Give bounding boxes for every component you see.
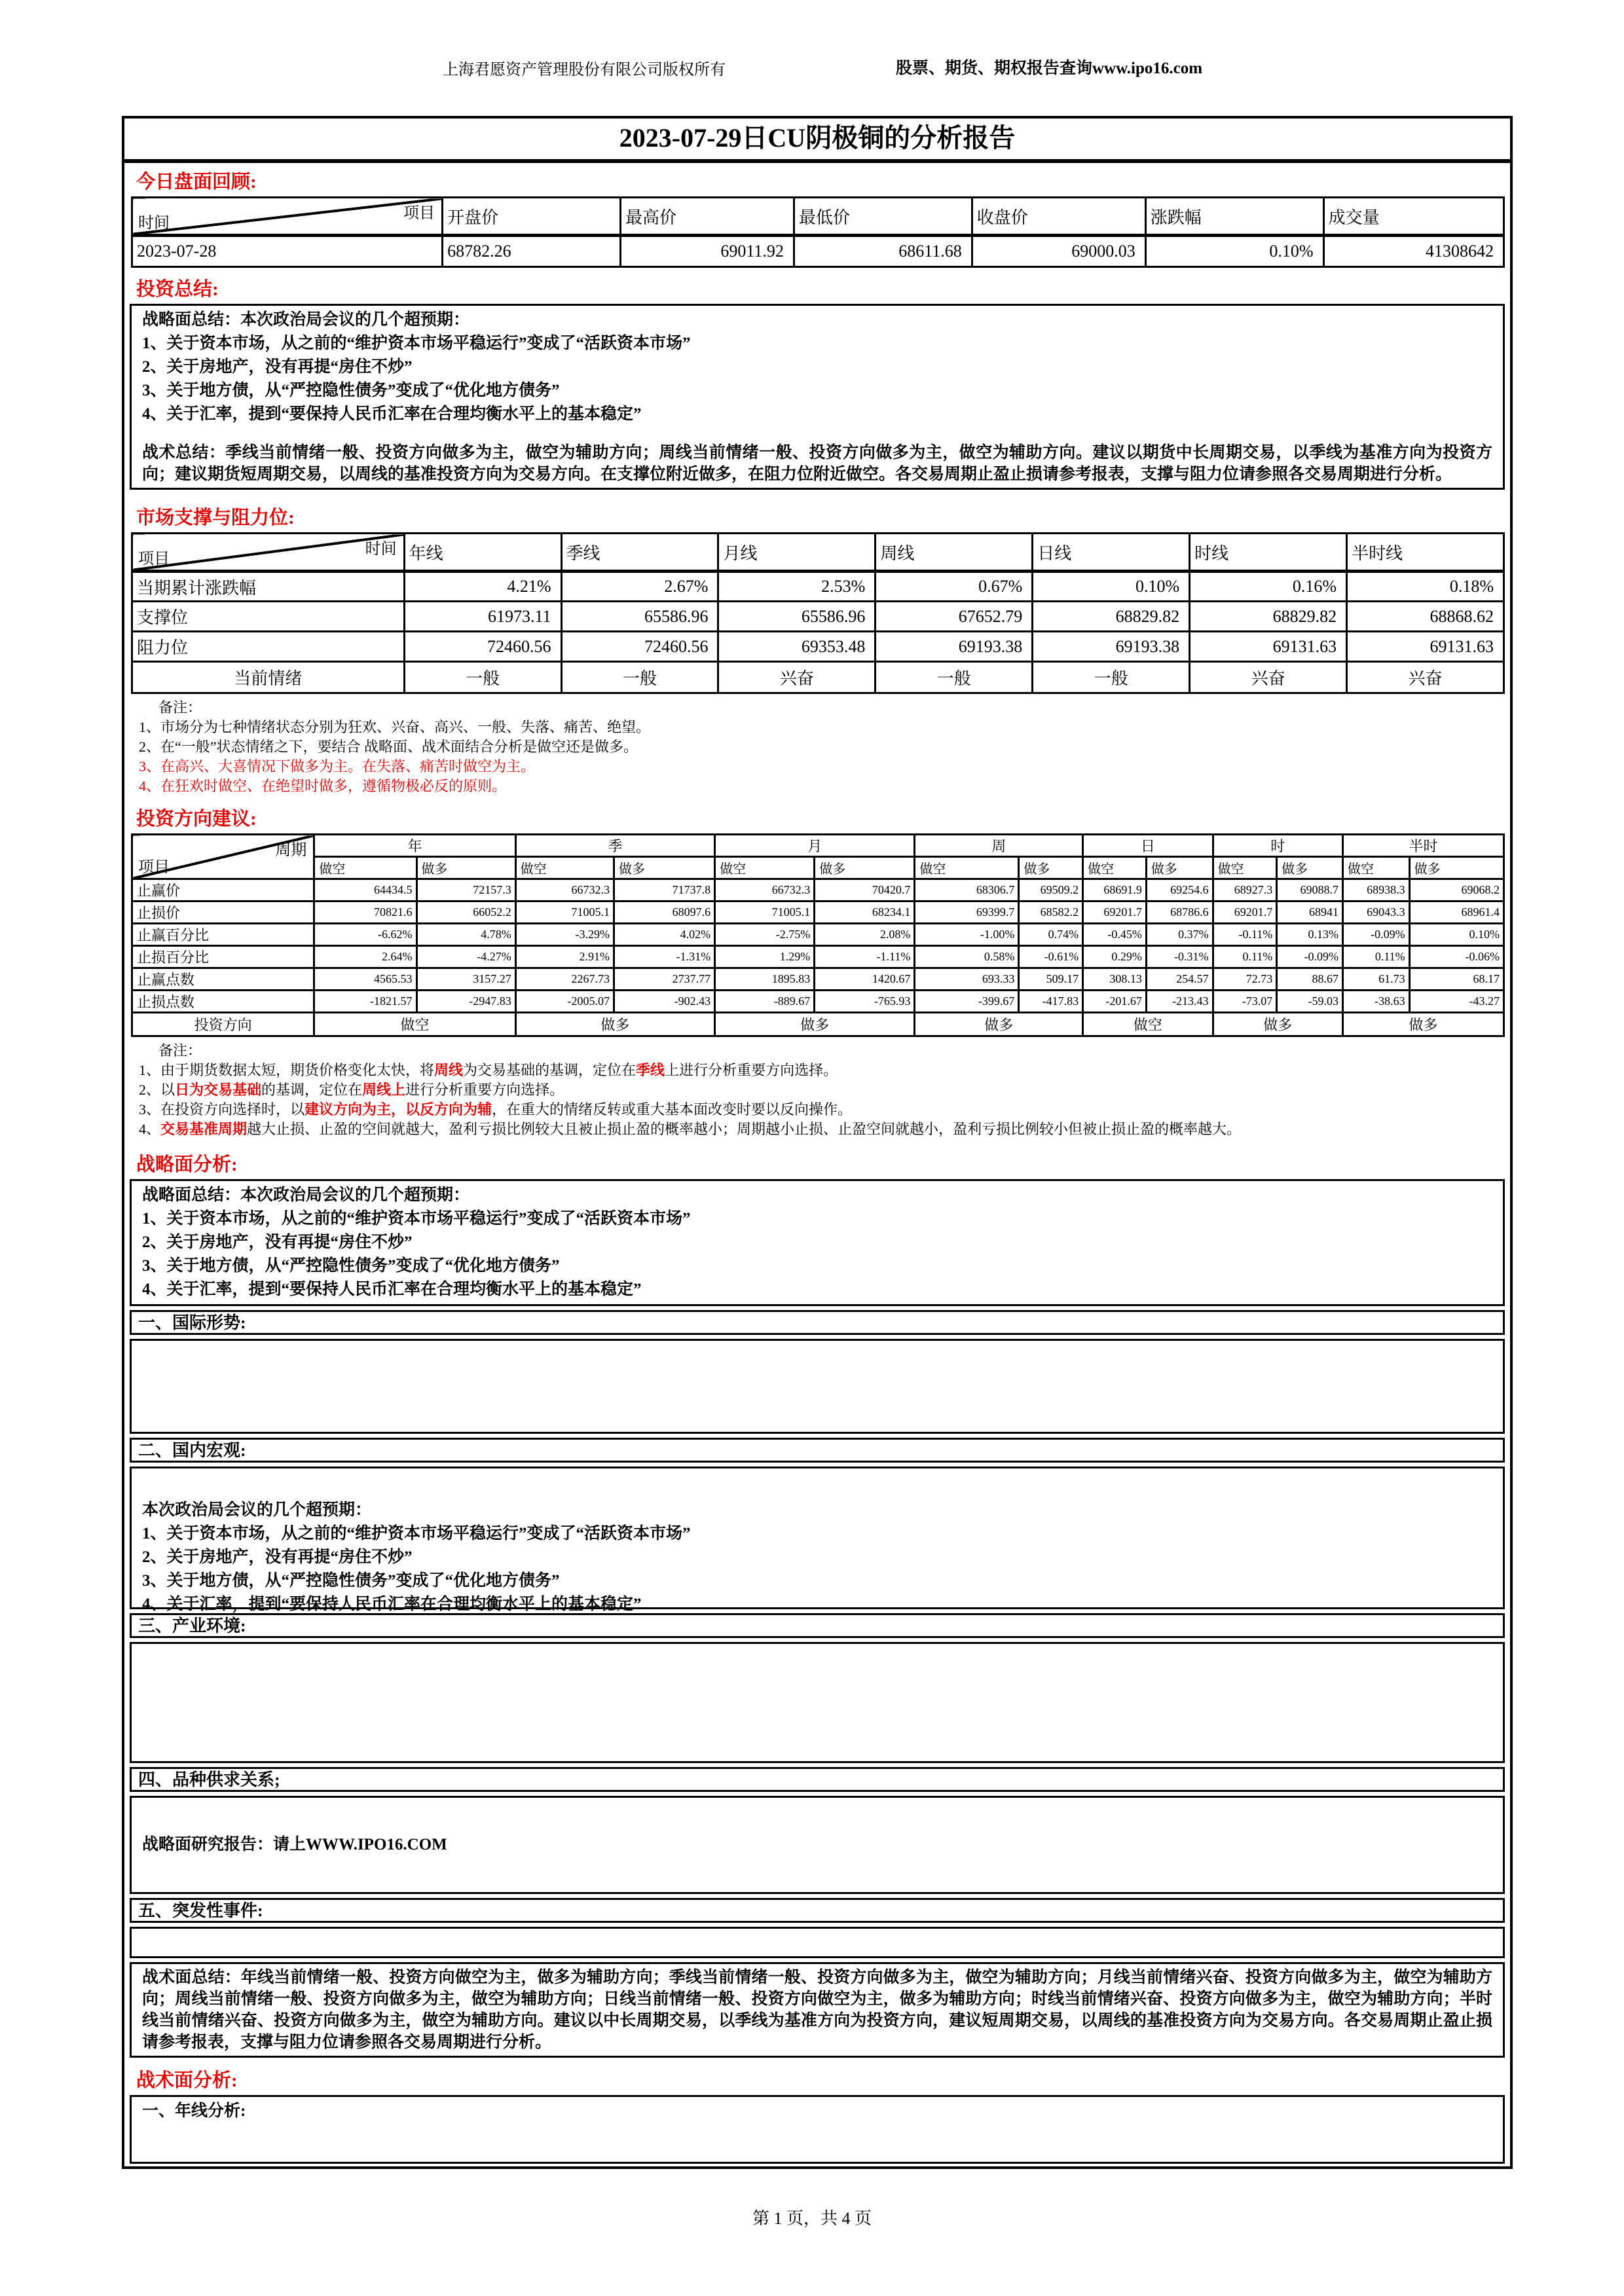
value-cell: -1.31%: [614, 946, 714, 968]
short-header: 做空: [1342, 857, 1409, 879]
row-label: 止赢价: [132, 879, 314, 902]
value-cell: 0.13%: [1277, 924, 1343, 946]
value-cell: 0.37%: [1146, 924, 1213, 946]
value-cell: 69011.92: [620, 236, 794, 267]
section-heading-levels: 市场支撑与阻力位:: [136, 507, 295, 528]
sentiment-cell: 兴奋: [1190, 662, 1347, 693]
strategy-summary-line: 战略面总结：本次政治局会议的几个超预期：: [142, 311, 470, 329]
period-group-header: 周: [915, 835, 1083, 857]
row-label: 止赢百分比: [132, 924, 314, 946]
section-heading-review: 今日盘面回顾:: [136, 172, 257, 192]
value-cell: 0.10%: [1409, 924, 1504, 946]
col-header: 收盘价: [972, 198, 1145, 236]
section-heading-strategy: 战略面分析:: [136, 1154, 238, 1175]
short-header: 做空: [1213, 857, 1277, 879]
value-cell: -0.09%: [1277, 946, 1343, 968]
section-heading-tactics: 战术面分析:: [136, 2070, 238, 2091]
table-row: [132, 632, 1504, 662]
value-cell: -2.75%: [715, 924, 815, 946]
value-cell: 72.73: [1213, 968, 1277, 991]
diagonal-header-cell: [132, 835, 314, 879]
note-highlight: 周线: [434, 1062, 464, 1078]
value-cell: 65586.96: [718, 602, 876, 632]
tactic-summary-line: 战术总结：季线当前情绪一般、投资方向做多为主，做空为辅助方向；周线当前情绪一般、投资方向做多为主，做空为辅助方向。建议以期货中长周期交易，以季线为基准方向为投资方向；建议期货短周期交易，以周线的基准投资方向为交易方向。在支撑位附近做多，在阻力位附近做空。各交易周期止盈止损请参考报表，支撑与阻力位请参照各交易周期进行分析。: [142, 444, 1492, 483]
long-header: 做多: [1146, 857, 1213, 879]
direction-cell: 做多: [915, 1013, 1083, 1036]
value-cell: -3.29%: [515, 924, 614, 946]
value-cell: 0.16%: [1190, 572, 1347, 602]
value-cell: 68611.68: [794, 236, 972, 267]
value-cell: 72460.56: [404, 632, 561, 662]
value-cell: 0.29%: [1083, 946, 1147, 968]
copyright-text: 上海君愿资产管理股份有限公司版权所有: [443, 62, 726, 79]
value-cell: 70420.7: [815, 879, 915, 902]
sentiment-cell: 一般: [404, 662, 561, 693]
value-cell: 69193.38: [1033, 632, 1190, 662]
value-cell: -902.43: [614, 991, 714, 1013]
expectation-line: 1、关于资本市场，从之前的“维护资本市场平稳运行”变成了“活跃资本市场”: [142, 335, 691, 352]
value-cell: -59.03: [1277, 991, 1343, 1013]
diag-top-label: 项目: [403, 205, 435, 222]
value-cell: 2267.73: [515, 968, 614, 991]
value-cell: 69509.2: [1019, 879, 1083, 902]
note-line: [139, 1061, 1505, 1080]
direction-cell: 做多: [515, 1013, 714, 1036]
subsection-international: 一、国际形势:: [130, 1310, 1505, 1335]
col-header: 日线: [1033, 534, 1190, 572]
international-content-box: [130, 1339, 1505, 1434]
short-header: 做空: [715, 857, 815, 879]
direction-cell: 做多: [715, 1013, 915, 1036]
expectation-line: 2、关于房地产，没有再提“房住不炒”: [142, 358, 413, 376]
date-cell: 2023-07-28: [132, 236, 443, 267]
table-row: [132, 924, 1504, 946]
value-cell: 0.58%: [915, 946, 1019, 968]
value-cell: 68691.9: [1083, 879, 1147, 902]
value-cell: 0.18%: [1347, 572, 1504, 602]
note-line: 4、在狂欢时做空、在绝望时做多，遵循物极必反的原则。: [139, 778, 507, 794]
note-highlight: 季线: [636, 1062, 665, 1078]
value-cell: 69353.48: [718, 632, 876, 662]
value-cell: 68927.3: [1213, 879, 1277, 902]
row-label: 止损百分比: [132, 946, 314, 968]
note-highlight: 交易基准周期: [160, 1121, 248, 1137]
note-text: 为交易基础的基调，定位在: [463, 1062, 637, 1078]
value-cell: 69193.38: [876, 632, 1033, 662]
direction-row: [132, 1013, 1504, 1036]
strategy-summary-box: [130, 1179, 1505, 1306]
diag-top-label: 时间: [365, 541, 397, 558]
value-cell: 88.67: [1277, 968, 1343, 991]
subsection-domestic: 二、国内宏观:: [130, 1438, 1505, 1463]
value-cell: 68938.3: [1342, 879, 1409, 902]
period-group-header: 月: [715, 835, 915, 857]
note-title: 备注：: [158, 699, 202, 716]
value-cell: -417.83: [1019, 991, 1083, 1013]
page-number: 第 1 页，共 4 页: [752, 2209, 872, 2228]
value-cell: -1.11%: [815, 946, 915, 968]
col-header: 周线: [876, 534, 1033, 572]
value-cell: -2947.83: [416, 991, 515, 1013]
col-header: 最高价: [620, 198, 794, 236]
col-header: 月线: [718, 534, 876, 572]
value-cell: 72460.56: [561, 632, 718, 662]
strategy-summary-line: 战略面总结：本次政治局会议的几个超预期：: [142, 1186, 470, 1204]
yearline-analysis-label: 一、年线分析:: [142, 2102, 246, 2120]
col-header: 涨跌幅: [1145, 198, 1323, 236]
expectation-line: 1、关于资本市场，从之前的“维护资本市场平稳运行”变成了“活跃资本市场”: [142, 1525, 691, 1542]
value-cell: 69201.7: [1213, 902, 1277, 924]
value-cell: -889.67: [715, 991, 815, 1013]
long-header: 做多: [815, 857, 915, 879]
value-cell: -4.27%: [416, 946, 515, 968]
value-cell: 2.53%: [718, 572, 876, 602]
section-heading-advice: 投资方向建议:: [136, 809, 257, 829]
value-cell: 61973.11: [404, 602, 561, 632]
value-cell: 65586.96: [561, 602, 718, 632]
row-label: 止损价: [132, 902, 314, 924]
value-cell: 71005.1: [515, 902, 614, 924]
value-cell: -201.67: [1083, 991, 1147, 1013]
row-label: 止损点数: [132, 991, 314, 1013]
value-cell: -0.06%: [1409, 946, 1504, 968]
expectation-line: 2、关于房地产，没有再提“房住不炒”: [142, 1548, 413, 1566]
note-text: 2、以: [139, 1082, 175, 1098]
value-cell: 69068.2: [1409, 879, 1504, 902]
note-text: 进行分析重要方向选择。: [405, 1082, 564, 1098]
value-cell: -0.09%: [1342, 924, 1409, 946]
value-cell: 0.74%: [1019, 924, 1083, 946]
value-cell: 68306.7: [915, 879, 1019, 902]
long-header: 做多: [1019, 857, 1083, 879]
value-cell: 71737.8: [614, 879, 714, 902]
short-header: 做空: [515, 857, 614, 879]
value-cell: 2737.77: [614, 968, 714, 991]
report-title: 2023-07-29日CU阴极铜的分析报告: [124, 118, 1510, 163]
value-cell: 69000.03: [972, 236, 1145, 267]
note-text: 的基调，定位在: [261, 1082, 363, 1098]
long-header: 做多: [1277, 857, 1343, 879]
col-header: 成交量: [1323, 198, 1504, 236]
value-cell: 61.73: [1342, 968, 1409, 991]
value-cell: 3157.27: [416, 968, 515, 991]
sentiment-cell: 一般: [876, 662, 1033, 693]
value-cell: 66732.3: [515, 879, 614, 902]
advice-notes: [130, 1041, 1505, 1139]
note-title: 备注：: [158, 1042, 202, 1059]
subsection-supply: 四、品种供求关系;: [130, 1767, 1505, 1792]
value-cell: -1.00%: [915, 924, 1019, 946]
report-frame: [122, 116, 1513, 2169]
col-header: 时线: [1190, 534, 1347, 572]
macro-intro-line: 本次政治局会议的几个超预期：: [142, 1501, 372, 1519]
value-cell: -0.61%: [1019, 946, 1083, 968]
direction-cell: 做多: [1213, 1013, 1342, 1036]
note-line: 2、在“一般”状态情绪之下，要结合 战略面、战术面结合分析是做空还是做多。: [139, 738, 638, 755]
value-cell: 4.21%: [404, 572, 561, 602]
value-cell: 69131.63: [1347, 632, 1504, 662]
note-line: [139, 1120, 1505, 1139]
expectation-line: 2、关于房地产，没有再提“房住不炒”: [142, 1233, 413, 1251]
value-cell: 68097.6: [614, 902, 714, 924]
subsection-events: 五、突发性事件:: [130, 1898, 1505, 1923]
table-row: [132, 946, 1504, 968]
value-cell: 68234.1: [815, 902, 915, 924]
note-line: 3、在高兴、大喜情况下做多为主。在失落、痛苦时做空为主。: [139, 758, 536, 774]
diagonal-header-cell: [132, 198, 443, 236]
row-label: 止赢点数: [132, 968, 314, 991]
value-cell: 1.29%: [715, 946, 815, 968]
value-cell: 693.33: [915, 968, 1019, 991]
short-header: 做空: [915, 857, 1019, 879]
investment-summary-box: [130, 304, 1505, 490]
value-cell: -43.27: [1409, 991, 1504, 1013]
value-cell: 69254.6: [1146, 879, 1213, 902]
industry-content-box: [130, 1642, 1505, 1763]
value-cell: 68868.62: [1347, 602, 1504, 632]
row-label: 阻力位: [132, 632, 405, 662]
row-label: 支撑位: [132, 602, 405, 632]
note-line: [139, 1100, 1505, 1120]
value-cell: 0.11%: [1213, 946, 1277, 968]
value-cell: 0.10%: [1033, 572, 1190, 602]
direction-cell: 做空: [1083, 1013, 1213, 1036]
subsection-industry: 三、产业环境:: [130, 1613, 1505, 1638]
value-cell: 0.67%: [876, 572, 1033, 602]
sentiment-cell: 兴奋: [1347, 662, 1504, 693]
expectation-line: 4、关于汇率，提到“要保持人民币汇率在合理均衡水平上的基本稳定”: [142, 1281, 642, 1298]
expectation-line: 1、关于资本市场，从之前的“维护资本市场平稳运行”变成了“活跃资本市场”: [142, 1210, 691, 1228]
col-header: 最低价: [794, 198, 972, 236]
col-header: 半时线: [1347, 534, 1504, 572]
value-cell: 68782.26: [443, 236, 621, 267]
value-cell: -38.63: [1342, 991, 1409, 1013]
research-report-link[interactable]: 战略面研究报告：请上WWW.IPO16.COM: [142, 1836, 447, 1853]
value-cell: -2005.07: [515, 991, 614, 1013]
value-cell: 41308642: [1323, 236, 1504, 267]
value-cell: 66052.2: [416, 902, 515, 924]
expectation-line: 4、关于汇率，提到“要保持人民币汇率在合理均衡水平上的基本稳定”: [142, 405, 642, 423]
tactic-summary-box: [130, 1962, 1505, 2058]
period-group-header: 季: [515, 835, 714, 857]
value-cell: -0.45%: [1083, 924, 1147, 946]
col-header: 年线: [404, 534, 561, 572]
value-cell: 2.08%: [815, 924, 915, 946]
value-cell: 2.67%: [561, 572, 718, 602]
diag-bottom-label: 项目: [138, 859, 170, 876]
report-query-link[interactable]: 股票、期货、期权报告查询www.ipo16.com: [896, 60, 1203, 77]
support-resistance-table: [131, 532, 1505, 694]
value-cell: 2.91%: [515, 946, 614, 968]
value-cell: 509.17: [1019, 968, 1083, 991]
value-cell: 254.57: [1146, 968, 1213, 991]
value-cell: 70821.6: [314, 902, 416, 924]
value-cell: -765.93: [815, 991, 915, 1013]
period-group-header: 年: [314, 835, 515, 857]
note-text: 4、: [139, 1121, 161, 1137]
note-highlight: 建议方向为主，以反方向为辅: [304, 1101, 492, 1118]
value-cell: 68.17: [1409, 968, 1504, 991]
value-cell: -1821.57: [314, 991, 416, 1013]
sentiment-row: [132, 662, 1504, 693]
value-cell: 68961.4: [1409, 902, 1504, 924]
value-cell: 67652.79: [876, 602, 1033, 632]
domestic-content-box: [130, 1467, 1505, 1613]
report-content: [124, 163, 1510, 2166]
short-header: 做空: [1083, 857, 1147, 879]
period-group-header: 半时: [1342, 835, 1504, 857]
value-cell: 72157.3: [416, 879, 515, 902]
value-cell: 71005.1: [715, 902, 815, 924]
value-cell: 68941: [1277, 902, 1343, 924]
events-content-box: [130, 1927, 1505, 1958]
row-label: 当期累计涨跌幅: [132, 572, 405, 602]
table-row: [132, 968, 1504, 991]
short-header: 做空: [314, 857, 416, 879]
table-row: [132, 236, 1504, 267]
value-cell: -6.62%: [314, 924, 416, 946]
direction-advice-table: [131, 833, 1505, 1037]
row-label: 当前情绪: [132, 662, 405, 693]
note-text: ，在重大的情绪反转或重大基本面改变时要以反向操作。: [492, 1101, 853, 1118]
expectation-line: 3、关于地方债，从“严控隐性债务”变成了“优化地方债务”: [142, 1572, 560, 1590]
table-row: [132, 902, 1504, 924]
table-row: [132, 991, 1504, 1013]
note-text: 3、在投资方向选择时，以: [139, 1101, 305, 1118]
direction-cell: 做空: [314, 1013, 515, 1036]
value-cell: 1895.83: [715, 968, 815, 991]
value-cell: 2.64%: [314, 946, 416, 968]
value-cell: 308.13: [1083, 968, 1147, 991]
levels-notes: [130, 698, 1505, 796]
value-cell: 1420.67: [815, 968, 915, 991]
value-cell: 4565.53: [314, 968, 416, 991]
note-text: 上进行分析重要方向选择。: [665, 1062, 838, 1078]
value-cell: 66732.3: [715, 879, 815, 902]
value-cell: 0.11%: [1342, 946, 1409, 968]
yearline-analysis-box: [130, 2095, 1505, 2164]
table-row: [132, 602, 1504, 632]
value-cell: 69399.7: [915, 902, 1019, 924]
value-cell: 0.10%: [1145, 236, 1323, 267]
note-highlight: 日为交易基础: [175, 1082, 262, 1098]
value-cell: 68582.2: [1019, 902, 1083, 924]
diag-bottom-label: 项目: [138, 551, 170, 568]
diag-bottom-label: 时间: [138, 215, 170, 232]
supply-content-box: [130, 1796, 1505, 1894]
period-group-header: 时: [1213, 835, 1342, 857]
value-cell: 69088.7: [1277, 879, 1343, 902]
expectation-line: 3、关于地方债，从“严控隐性债务”变成了“优化地方债务”: [142, 1257, 560, 1275]
section-heading-summary: 投资总结:: [136, 279, 219, 300]
value-cell: 69131.63: [1190, 632, 1347, 662]
diagonal-header-cell: [132, 534, 405, 572]
value-cell: -399.67: [915, 991, 1019, 1013]
value-cell: 4.02%: [614, 924, 714, 946]
sentiment-cell: 兴奋: [718, 662, 876, 693]
value-cell: 4.78%: [416, 924, 515, 946]
value-cell: 68829.82: [1033, 602, 1190, 632]
long-header: 做多: [416, 857, 515, 879]
note-highlight: 周线上: [362, 1082, 406, 1098]
row-label: 投资方向: [132, 1013, 314, 1036]
value-cell: 69043.3: [1342, 902, 1409, 924]
table-row: [132, 572, 1504, 602]
long-header: 做多: [614, 857, 714, 879]
note-line: [139, 1080, 1505, 1100]
value-cell: 68829.82: [1190, 602, 1347, 632]
direction-cell: 做多: [1342, 1013, 1504, 1036]
diag-top-label: 周期: [275, 842, 307, 859]
value-cell: 68786.6: [1146, 902, 1213, 924]
long-header: 做多: [1409, 857, 1504, 879]
value-cell: -73.07: [1213, 991, 1277, 1013]
value-cell: 69201.7: [1083, 902, 1147, 924]
period-group-header: 日: [1083, 835, 1213, 857]
value-cell: 64434.5: [314, 879, 416, 902]
tactic-summary-paragraph: 战术面总结：年线当前情绪一般、投资方向做空为主，做多为辅助方向；季线当前情绪一般、投资方向做多为主，做空为辅助方向；月线当前情绪兴奋、投资方向做多为主，做空为辅助方向；周线当前情绪一般、投资方向做多为主，做空为辅助方向；日线当前情绪一般、投资方向做空为主，做多为辅助方向；时线当前情绪兴奋、投资方向做多为主，做空为辅助方向；半时线当前情绪兴奋、投资方向做多为主，做空为辅助方向。建议以中长周期交易，以季线为基准方向为投资方向，建议短周期交易，以周线的基准投资方向为交易方向。各交易周期止盈止损请参考报表，支撑与阻力位请参照各交易周期进行分析。: [142, 1969, 1492, 2051]
col-header: 季线: [561, 534, 718, 572]
sentiment-cell: 一般: [561, 662, 718, 693]
note-line: 1、市场分为七种情绪状态分别为狂欢、兴奋、高兴、一般、失落、痛苦、绝望。: [139, 719, 651, 735]
note-text: 1、由于期货数据太短，期货价格变化太快，将: [139, 1062, 435, 1078]
market-review-table: [131, 196, 1505, 268]
expectation-line: 4、关于汇率，提到“要保持人民币汇率在合理均衡水平上的基本稳定”: [142, 1595, 642, 1613]
col-header: 开盘价: [443, 198, 621, 236]
value-cell: -213.43: [1146, 991, 1213, 1013]
sentiment-cell: 一般: [1033, 662, 1190, 693]
table-row: [132, 879, 1504, 902]
value-cell: -0.11%: [1213, 924, 1277, 946]
value-cell: -0.31%: [1146, 946, 1213, 968]
expectation-line: 3、关于地方债，从“严控隐性债务”变成了“优化地方债务”: [142, 382, 560, 399]
note-text: 越大止损、止盈的空间就越大，盈利亏损比例较大且被止损止盈的概率越小；周期越小止损、止盈空间就越小，盈利亏损比例较小但被止损止盈的概率越大。: [247, 1121, 1242, 1137]
